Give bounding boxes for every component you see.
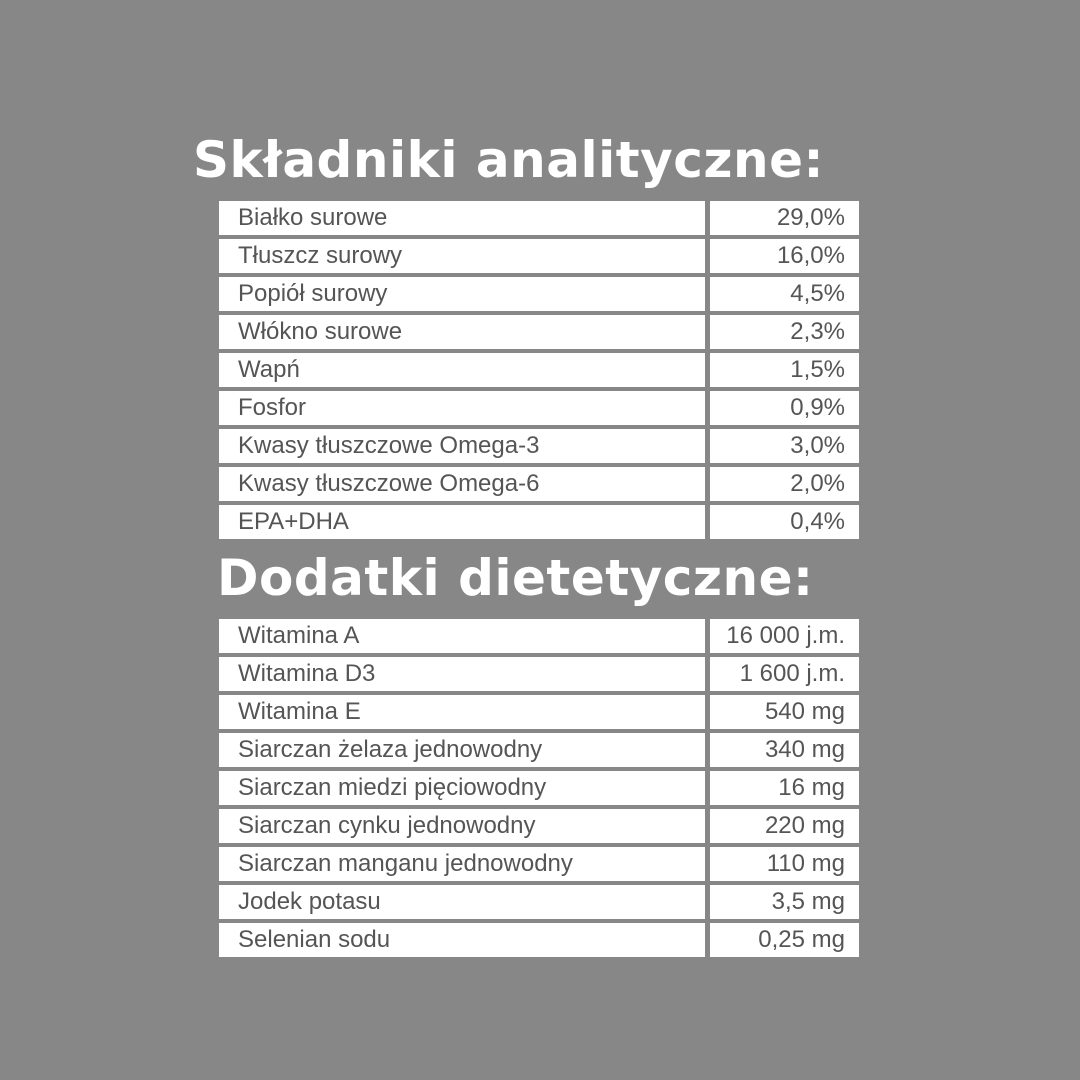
additive-name: Siarczan manganu jednowodny xyxy=(219,847,705,881)
ingredient-name: Kwasy tłuszczowe Omega-3 xyxy=(219,429,705,463)
ingredient-name: Białko surowe xyxy=(219,201,705,235)
additive-name: Siarczan żelaza jednowodny xyxy=(219,733,705,767)
table-row xyxy=(219,277,859,311)
additive-name: Siarczan cynku jednowodny xyxy=(219,809,705,843)
table-row xyxy=(219,315,859,349)
ingredient-name: Popiół surowy xyxy=(219,277,705,311)
table-row xyxy=(219,695,859,729)
dietary-additives-table xyxy=(219,619,859,961)
additive-value: 340 mg xyxy=(710,733,859,767)
ingredient-value: 0,9% xyxy=(710,391,859,425)
additive-value: 220 mg xyxy=(710,809,859,843)
table-row xyxy=(219,201,859,235)
table-row xyxy=(219,657,859,691)
additive-value: 0,25 mg xyxy=(710,923,859,957)
analytical-components-table xyxy=(219,201,859,543)
ingredient-name: EPA+DHA xyxy=(219,505,705,539)
additive-value: 110 mg xyxy=(710,847,859,881)
table-row xyxy=(219,809,859,843)
additive-value: 16 mg xyxy=(710,771,859,805)
additive-value: 1 600 j.m. xyxy=(710,657,859,691)
table-row xyxy=(219,239,859,273)
ingredient-name: Włókno surowe xyxy=(219,315,705,349)
dietary-additives-heading: Dodatki dietetyczne: xyxy=(217,549,814,607)
table-row xyxy=(219,923,859,957)
table-row xyxy=(219,467,859,501)
additive-name: Witamina E xyxy=(219,695,705,729)
additive-value: 16 000 j.m. xyxy=(710,619,859,653)
ingredient-value: 29,0% xyxy=(710,201,859,235)
ingredient-value: 1,5% xyxy=(710,353,859,387)
ingredient-value: 2,0% xyxy=(710,467,859,501)
ingredient-value: 0,4% xyxy=(710,505,859,539)
additive-name: Siarczan miedzi pięciowodny xyxy=(219,771,705,805)
additive-name: Witamina D3 xyxy=(219,657,705,691)
ingredient-name: Tłuszcz surowy xyxy=(219,239,705,273)
additive-name: Jodek potasu xyxy=(219,885,705,919)
ingredient-name: Wapń xyxy=(219,353,705,387)
table-row xyxy=(219,771,859,805)
analytical-components-heading: Składniki analityczne: xyxy=(193,131,824,189)
ingredient-value: 16,0% xyxy=(710,239,859,273)
table-row xyxy=(219,429,859,463)
additive-name: Witamina A xyxy=(219,619,705,653)
table-row xyxy=(219,885,859,919)
table-row xyxy=(219,733,859,767)
additive-value: 540 mg xyxy=(710,695,859,729)
additive-value: 3,5 mg xyxy=(710,885,859,919)
table-row xyxy=(219,391,859,425)
table-row xyxy=(219,353,859,387)
table-row xyxy=(219,505,859,539)
additive-name: Selenian sodu xyxy=(219,923,705,957)
ingredient-value: 3,0% xyxy=(710,429,859,463)
ingredient-name: Kwasy tłuszczowe Omega-6 xyxy=(219,467,705,501)
ingredient-value: 2,3% xyxy=(710,315,859,349)
table-row xyxy=(219,619,859,653)
ingredient-name: Fosfor xyxy=(219,391,705,425)
table-row xyxy=(219,847,859,881)
ingredient-value: 4,5% xyxy=(710,277,859,311)
